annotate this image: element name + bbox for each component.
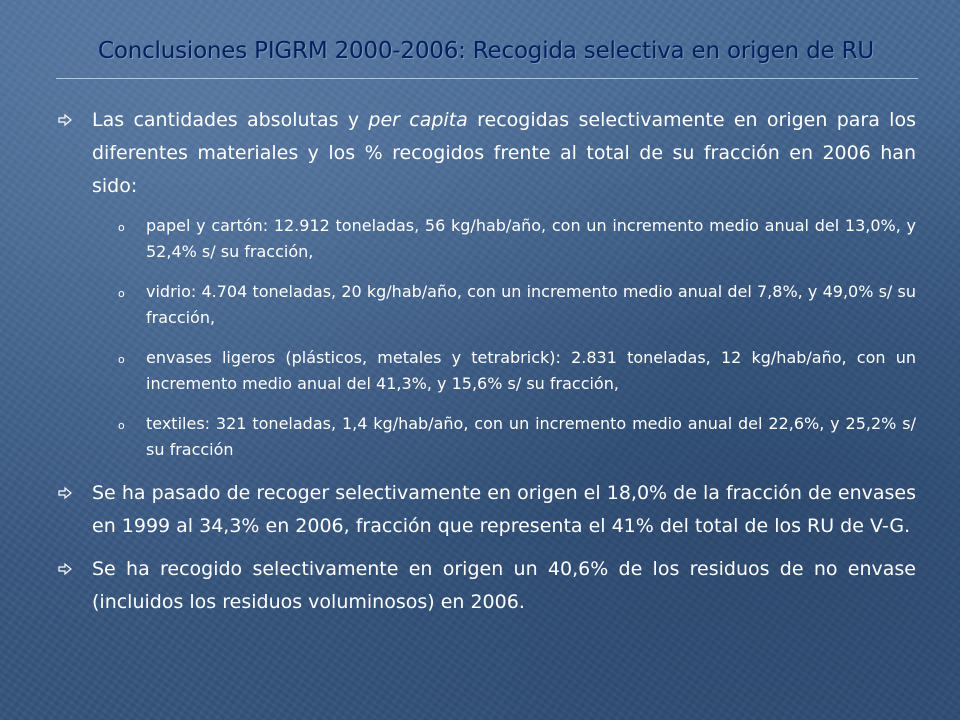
sub-bullet-text: envases ligeros (plásticos, metales y tetrabrick): 2.831 toneladas, 12 kg/hab/año, con un incremento medio anual del 41,3%, y 15,6% s/ su fracción, xyxy=(146,348,916,393)
bullet-text-part: recogidas selectivamente en origen para los diferentes materiales y los % recogidos frente al total de su fracción en 2006 han sido: xyxy=(92,109,916,197)
sub-bullet-text: textiles: 321 toneladas, 1,4 kg/hab/año, con un incremento medio anual del 22,6%, y 25,2% s/ su fracción xyxy=(146,414,916,459)
sub-bullet-papel xyxy=(54,213,916,265)
sub-bullet-envases xyxy=(54,345,916,397)
title-divider xyxy=(56,78,918,79)
slide-content xyxy=(54,104,916,629)
slide-title: Conclusiones PIGRM 2000-2006: Recogida selectiva en origen de RU xyxy=(97,38,875,64)
sub-bullet-list xyxy=(54,213,916,463)
bullet-text: Se ha recogido selectivamente en origen un 40,6% de los residuos de no envase (incluidos los residuos voluminosos) en 2006. xyxy=(92,558,916,613)
bullet-text-part: Las cantidades absolutas y xyxy=(92,109,369,131)
hollow-arrow-right-icon xyxy=(58,562,72,576)
bullet-point-3 xyxy=(54,553,916,619)
bullet-point-2 xyxy=(54,477,916,543)
hollow-arrow-right-icon xyxy=(58,113,72,127)
sub-bullet-textiles xyxy=(54,411,916,463)
hollow-arrow-right-icon xyxy=(58,486,72,500)
bullet-text: Se ha pasado de recoger selectivamente en origen el 18,0% de la fracción de envases en 1999 al 34,3% en 2006, fracción que representa el 41% del total de los RU de V-G. xyxy=(92,482,916,537)
circle-bullet-icon: o xyxy=(118,221,125,234)
circle-bullet-icon: o xyxy=(118,353,125,366)
bullet-point-1 xyxy=(54,104,916,203)
sub-bullet-text: papel y cartón: 12.912 toneladas, 56 kg/hab/año, con un incremento medio anual del 13,0%, y 52,4% s/ su fracción, xyxy=(146,216,916,261)
sub-bullet-text: vidrio: 4.704 toneladas, 20 kg/hab/año, con un incremento medio anual del 7,8%, y 49,0% s/ su fracción, xyxy=(146,282,916,327)
circle-bullet-icon: o xyxy=(118,287,125,300)
sub-bullet-vidrio xyxy=(54,279,916,331)
circle-bullet-icon: o xyxy=(118,419,125,432)
bullet-text-emphasis: per capita xyxy=(368,109,468,131)
